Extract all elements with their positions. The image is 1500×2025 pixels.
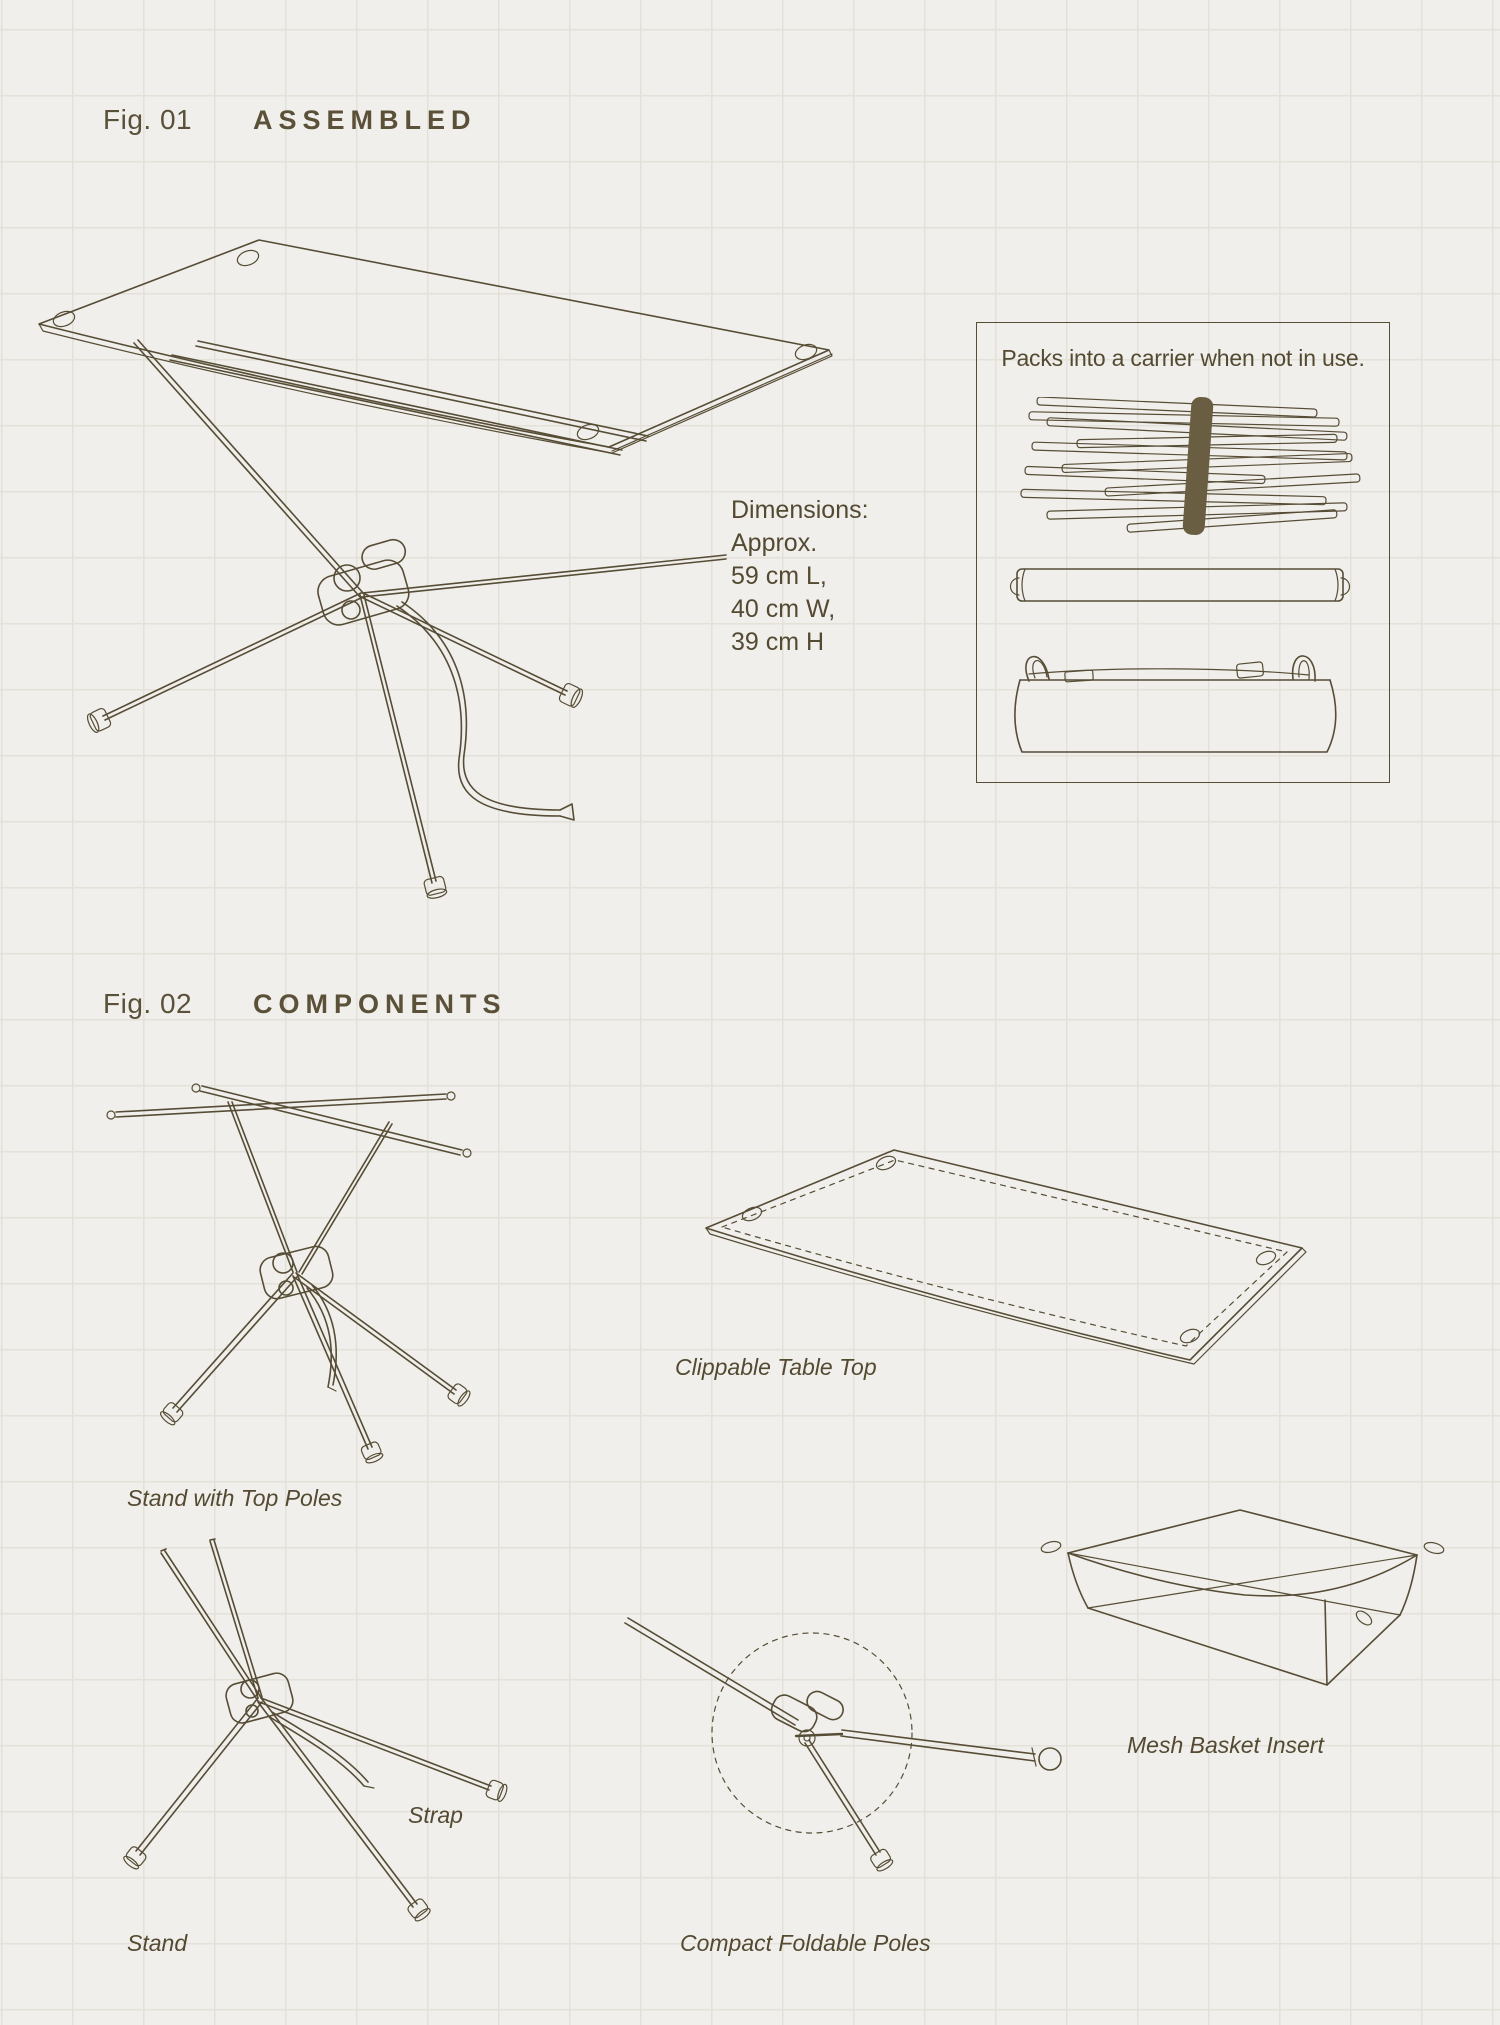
caption-clippable-table-top: Clippable Table Top: [675, 1354, 877, 1380]
dimensions-line: 39 cm H: [731, 628, 825, 656]
pole-bundle-illustration: [1007, 397, 1379, 539]
dimensions-line: 40 cm W,: [731, 595, 836, 623]
compact-foldable-poles-illustration: [600, 1590, 1080, 1890]
caption-strap: Strap: [408, 1802, 463, 1828]
fig02-label: Fig. 02: [103, 988, 193, 1019]
caption-compact-foldable-poles: Compact Foldable Poles: [680, 1930, 931, 1956]
stand-illustration: [100, 1520, 520, 1940]
carrier-bag-illustration: [997, 635, 1369, 767]
dimensions-line: Dimensions:: [731, 496, 869, 524]
caption-stand: Stand: [127, 1930, 188, 1956]
dimensions-text: [731, 494, 869, 659]
fig01-label: Fig. 01: [103, 104, 193, 135]
carrier-note: Packs into a carrier when not in use.: [1001, 345, 1365, 371]
fig02-title: COMPONENTS: [253, 989, 507, 1019]
caption-stand-with-top-poles: Stand with Top Poles: [127, 1485, 343, 1511]
mesh-basket-insert-illustration: [1020, 1490, 1480, 1720]
carrier-callout-box: [976, 322, 1390, 783]
clippable-table-top-illustration: [690, 1130, 1320, 1390]
caption-mesh-basket-insert: Mesh Basket Insert: [1127, 1732, 1324, 1758]
rolled-table-top-illustration: [997, 559, 1369, 615]
stand-with-top-poles-illustration: [90, 1060, 590, 1490]
dimensions-line: Approx.: [731, 529, 818, 557]
fig01-title: ASSEMBLED: [253, 105, 477, 135]
dimensions-line: 59 cm L,: [731, 562, 827, 590]
